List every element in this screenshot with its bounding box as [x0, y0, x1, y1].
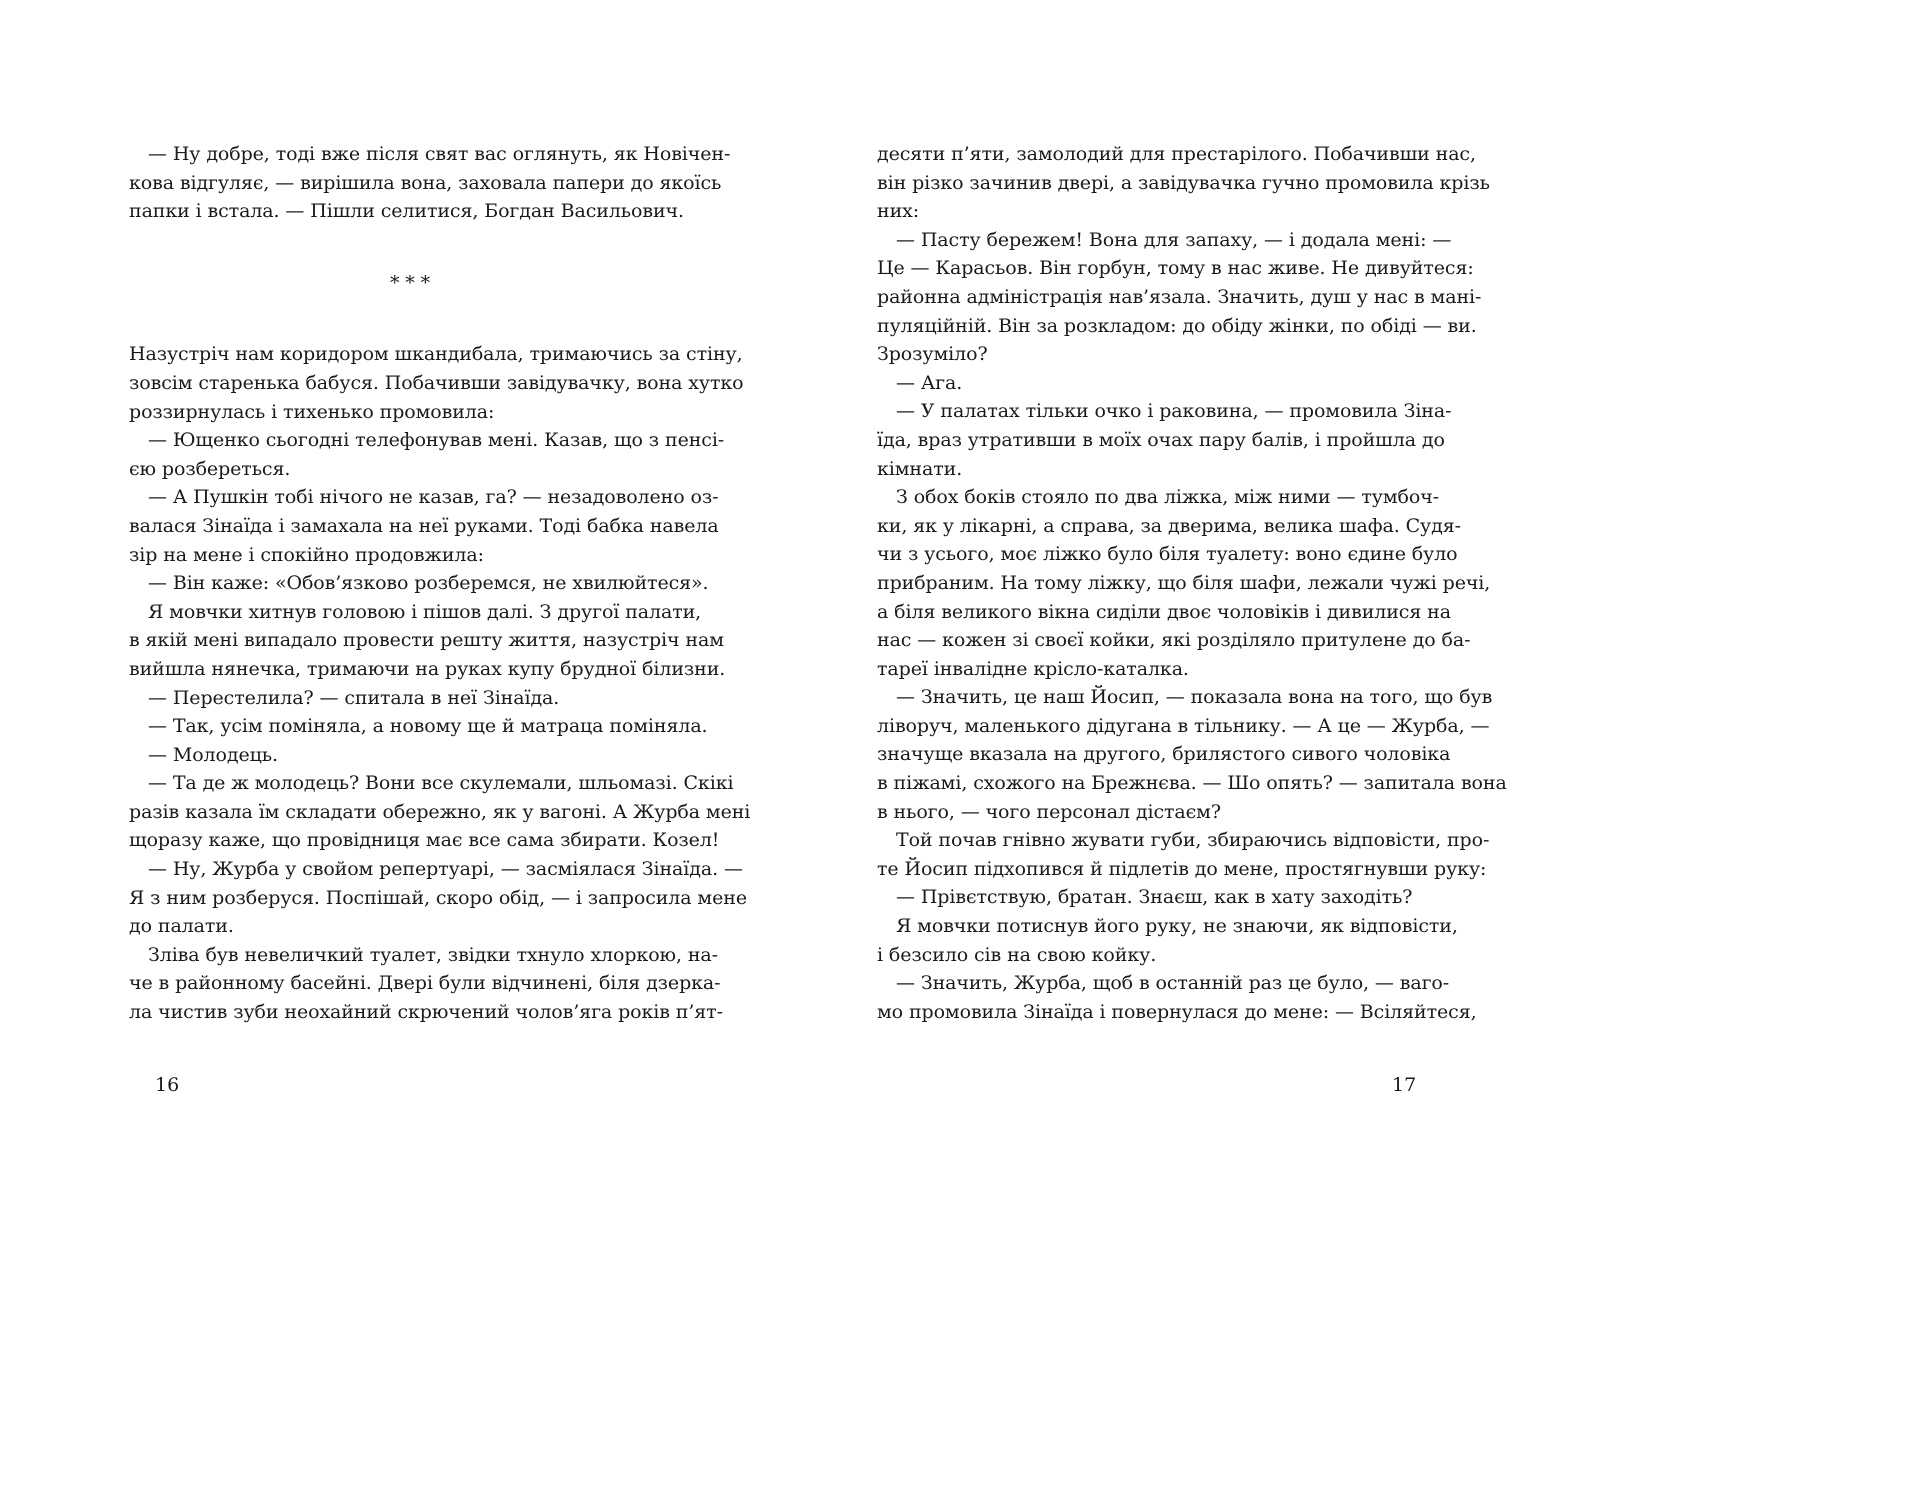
text-line: З обох боків стояло по два ліжка, між ними — тумбоч- — [896, 486, 1439, 509]
text-line: Я мовчки хитнув головою і пішов далі. З другої палати, — [148, 600, 702, 623]
text-line: кімнати. — [877, 457, 963, 480]
text-line: — Пасту бережем! Вона для запаху, — і додала мені: — — [896, 228, 1452, 251]
text-line: Я з ним розберуся. Поспішай, скоро обід, — і запросила мене — [129, 886, 747, 909]
text-line: разів казала їм складати обережно, як у вагоні. А Журба мені — [129, 800, 751, 823]
text-line: їда, враз утративши в моїх очах пару балів, і пройшла до — [877, 428, 1445, 451]
right-page-number: 17 — [1392, 1074, 1417, 1096]
text-line: районна адміністрація нав’язала. Значить, душ у нас в мані- — [877, 285, 1482, 308]
text-line: папки і встала. — Пішли селитися, Богдан Васильович. — [129, 200, 684, 223]
text-line: зовсім старенька бабуся. Побачивши завідувачку, вона хутко — [129, 371, 744, 394]
text-line: Я мовчки потиснув його руку, не знаючи, як відповісти, — [896, 915, 1458, 938]
text-line: роззирнулась і тихенько промовила: — [129, 400, 495, 423]
text-line: — Ну, Журба у свойом репертуарі, — засміялася Зінаїда. — — [148, 858, 743, 881]
section-gap — [129, 297, 691, 340]
text-line: — Так, усім поміняла, а новому ще й матраца поміняла. — [148, 715, 708, 738]
text-line: єю розбереться. — [129, 457, 291, 480]
text-line: а біля великого вікна сиділи двоє чоловіків і дивилися на — [877, 600, 1451, 623]
text-line: — Він каже: «Обов’язково розберемся, не хвилюйтеся». — [148, 572, 709, 595]
text-line: в якій мені випадало провести решту життя, назустріч нам — [129, 629, 724, 652]
text-line: в нього, — чого персонал дістаєм? — [877, 800, 1221, 823]
text-line: — Ющенко сьогодні телефонував мені. Казав, що з пенсі- — [148, 429, 725, 452]
text-line: ки, як у лікарні, а справа, за дверима, велика шафа. Судя- — [877, 514, 1461, 537]
text-line: — Значить, Журба, щоб в останній раз це було, — ваго- — [896, 972, 1450, 995]
left-page — [0, 0, 778, 1210]
section-separator: * * * — [389, 271, 431, 294]
text-line: — Значить, це наш Йосип, — показала вона на того, що був — [896, 686, 1493, 709]
text-line: че в районному басейні. Двері були відчинені, біля дзерка- — [129, 972, 721, 995]
text-line: них: — [877, 200, 920, 223]
text-line: — Прівєтствую, братан. Знаєш, как в хату заходіть? — [896, 886, 1413, 909]
right-page-text — [877, 140, 1507, 1026]
text-line: — Перестелила? — спитала в неї Зінаїда. — [148, 686, 560, 709]
text-line: — Ага. — [896, 371, 963, 394]
text-line: ліворуч, маленького дідугана в тільнику. — А це — Журба, — — [877, 714, 1490, 737]
text-line: — Та де ж молодець? Вони все скулемали, шльомазі. Скікі — [148, 772, 734, 795]
text-line: валася Зінаїда і замахала на неї руками. Тоді бабка навела — [129, 514, 719, 537]
text-line: прибраним. На тому ліжку, що біля шафи, лежали чужі речі, — [877, 571, 1491, 594]
text-line: ла чистив зуби неохайний скрючений чолов’яга років п’ят- — [129, 1001, 723, 1024]
section-gap — [129, 226, 691, 269]
text-line: мо промовила Зінаїда і повернулася до мене: — Всіляйтеся, — [877, 1000, 1477, 1023]
text-line: Зліва був невеличкий туалет, звідки тхнуло хлоркою, на- — [148, 943, 718, 966]
text-line: в піжамі, схожого на Брежнєва. — Шо опять? — запитала вона — [877, 772, 1507, 795]
text-line: він різко зачинив двері, а завідувачка гучно промовила крізь — [877, 171, 1490, 194]
text-line: Той почав гнівно жувати губи, збираючись відповісти, про- — [896, 829, 1490, 852]
text-line: чи з усього, моє ліжко було біля туалету: воно єдине було — [877, 543, 1458, 566]
left-page-text — [129, 140, 751, 1027]
text-line: — А Пушкін тобі нічого не казав, га? — незадоволено оз- — [148, 486, 719, 509]
text-line: десяти п’яти, замолодий для престарілого. Побачивши нас, — [877, 143, 1476, 165]
text-line: і безсило сів на свою койку. — [877, 943, 1157, 966]
text-line: зір на мене і спокійно продовжила: — [129, 543, 484, 566]
text-line: — Ну добре, тоді вже після свят вас оглянуть, як Новічен- — [148, 143, 731, 165]
text-line: пуляційній. Він за розкладом: до обіду жінки, по обіді — ви. — [877, 314, 1477, 337]
text-line: тареї інвалідне крісло-каталка. — [877, 657, 1189, 680]
text-line: нас — кожен зі своєї койки, які розділяло притулене до ба- — [877, 629, 1471, 652]
text-line: — Молодець. — [148, 743, 278, 766]
text-line: — У палатах тільки очко і раковина, — промовила Зіна- — [896, 400, 1452, 423]
text-line: значуще вказала на другого, брилястого сивого чоловіка — [877, 743, 1451, 766]
text-line: те Йосип підхопився й підлетів до мене, простягнувши руку: — [877, 857, 1487, 880]
text-line: Зрозуміло? — [877, 343, 988, 366]
text-line: до палати. — [129, 915, 234, 938]
text-line: щоразу каже, що провідниця має все сама збирати. Козел! — [129, 829, 720, 852]
text-line: Назустріч нам коридором шкандибала, тримаючись за стіну, — [129, 343, 743, 366]
left-page-number: 16 — [155, 1074, 180, 1096]
right-page — [778, 0, 1556, 1210]
text-line: вийшла нянечка, тримаючи на руках купу брудної білизни. — [129, 657, 726, 680]
text-line: Це — Карасьов. Він горбун, тому в нас живе. Не дивуйтеся: — [877, 257, 1474, 280]
text-line: кова відгуляє, — вирішила вона, заховала папери до якоїсь — [129, 171, 722, 194]
